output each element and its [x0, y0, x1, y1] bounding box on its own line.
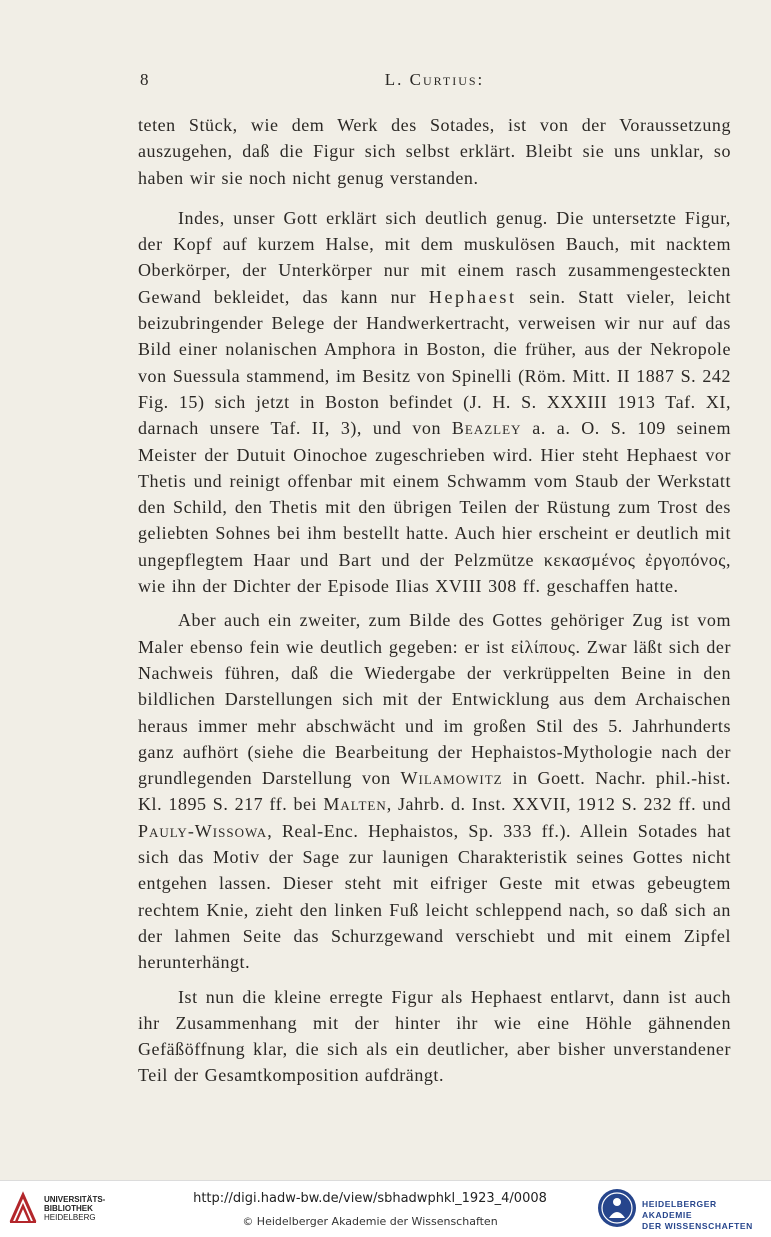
greek-phrase-kekasmenos: κεκασμένος ἐργοπόνος — [543, 549, 726, 570]
ub-line-1: UNIVERSITÄTS- — [44, 1195, 106, 1204]
paragraph-2 — [138, 205, 731, 599]
paragraph-4: Ist nun die kleine erregte Figur als Hephaest entlarvt, dann ist auch ihr Zusammenhang mit der hinter ihr wie eine Höhle gähnenden Gefäßöffnung klar, die sich als ein deutlicher, aber bisher unverstandener Teil der Gesamtkomposition aufdrängt. — [138, 986, 731, 1086]
paragraph-2-text-a: Indes, unser Gott erklärt sich deutlich genug. Die untersetzte Figur, der Kopf auf kurzem Halse, mit dem muskulösen Bauch, mit nacktem Oberkörper, der Unterkörper nur mit einem rasch zusammengesteckten Gewand bekleidet, das kann nur — [138, 207, 731, 307]
paragraph-1: teten Stück, wie dem Werk des Sotades, ist von der Voraussetzung auszugehen, daß die Figur sich selbst erklärt. Bleibt sie uns unklar, so haben wir sie noch nicht genug verstanden. — [138, 115, 731, 188]
academy-logo[interactable] — [596, 1187, 766, 1231]
paragraph-3-text-d: , Jahrb. d. Inst. XXVII, 1912 S. 232 ff. und — [386, 794, 731, 815]
paragraph-3-text-a: Aber auch ein zweiter, zum Bilde des Gottes gehöriger Zug ist vom Maler ebenso fein wie deutlich gegeben: er ist — [138, 610, 731, 657]
running-title: L. Curtius: — [384, 70, 485, 89]
greek-word-eilipous: εἰλίπους — [510, 636, 576, 657]
author-beazley: Beazley — [451, 418, 522, 439]
paragraph-3-text-c: in Goett. Nachr. phil.-hist. Kl. 1895 S. 217 ff. bei — [138, 768, 731, 815]
emphasis-hephaest: Hephaest — [428, 286, 517, 307]
author-pauly-wissowa: Pauly-Wissowa — [138, 820, 268, 841]
academy-line-2: DER WISSENSCHAFTEN — [642, 1221, 753, 1231]
paragraph-3-text-b: . Zwar läßt sich der Nachweis führen, daß die Wiedergabe der verkrüppelten Beine in den bildlichen Darstellungen sich mit der Entwicklung aus dem Archaischen heraus immer mehr abschwächt und im großen Stil des 5. Jahrhunderts ganz aufhört (siehe die Bearbeitung der Hephaistos-Mythologie nach der grundlegenden Darstellung von — [138, 636, 731, 789]
paragraph-2-text-b: sein. Statt vieler, leicht beizubringender Belege der Handwerkertracht, verweisen wir nur auf das Bild einer nolanischen Amphora in Boston, die früher, aus der Nekropole von Suessula stammend, im Besitz von Spinelli (Röm. Mitt. II 1887 S. 242 Fig. 15) sich jetzt in Boston befindet (J. H. S. XXXIII 1913 Taf. XI, darnach unsere Taf. II, 3), und von — [138, 286, 731, 439]
paragraph-2-text-c: a. a. O. S. 109 seinem Meister der Dutuit Oinochoe zugeschrieben wird. Hier steht Hephaest vor Thetis und reinigt offenbar mit einem Schwamm vom Staub der Werkstatt den Schild, den Thetis mit den übrigen Teilen der Rüstung zum Trost des geliebten Sohnes bei ihm bestellt hatte. Auch hier erscheint er deutlich mit ungepflegtem Haar und Bart und der Pelzmütze — [138, 418, 732, 570]
academy-seal-icon — [596, 1187, 638, 1229]
paragraph-3-text-e: , Real-Enc. Hephaistos, Sp. 333 ff.). Allein Sotades hat sich das Motiv der Sage zur launigen Charakteristik seines Gottes nicht entgehen lassen. Dieser steht mit eifriger Geste mit etwas gebeugtem rechtem Knie, zieht den linken Fuß leicht schleppend nach, so daß sich an der lahmen Seite das Schurzgewand verschiebt und mit einem Zipfel herunterhängt. — [138, 820, 731, 973]
ub-line-3: HEIDELBERG — [44, 1213, 96, 1222]
paragraph-3 — [138, 607, 731, 975]
body-text — [138, 112, 731, 1097]
academy-logo-text — [642, 1199, 766, 1232]
page-number: 8 — [140, 70, 149, 89]
author-malten: Malten — [323, 794, 387, 815]
ub-line-2: BIBLIOTHEK — [44, 1204, 93, 1213]
author-wilamowitz: Wilamowitz — [400, 768, 503, 789]
academy-line-1: HEIDELBERGER AKADEMIE — [642, 1199, 717, 1220]
paragraph-2-text-d: , wie ihn der Dichter der Episode Ilias XVIII 308 ff. geschaffen hatte. — [138, 549, 731, 597]
page-header — [138, 70, 731, 92]
copyright-notice: © Heidelberger Akademie der Wissenschaften — [242, 1215, 498, 1228]
ub-logo-text — [44, 1195, 105, 1222]
footer-bar — [0, 1180, 771, 1237]
ub-logo-icon — [8, 1191, 38, 1225]
permalink-url[interactable]: http://digi.hadw-bw.de/view/sbhadwphkl_1923_4/0008 — [193, 1191, 547, 1206]
